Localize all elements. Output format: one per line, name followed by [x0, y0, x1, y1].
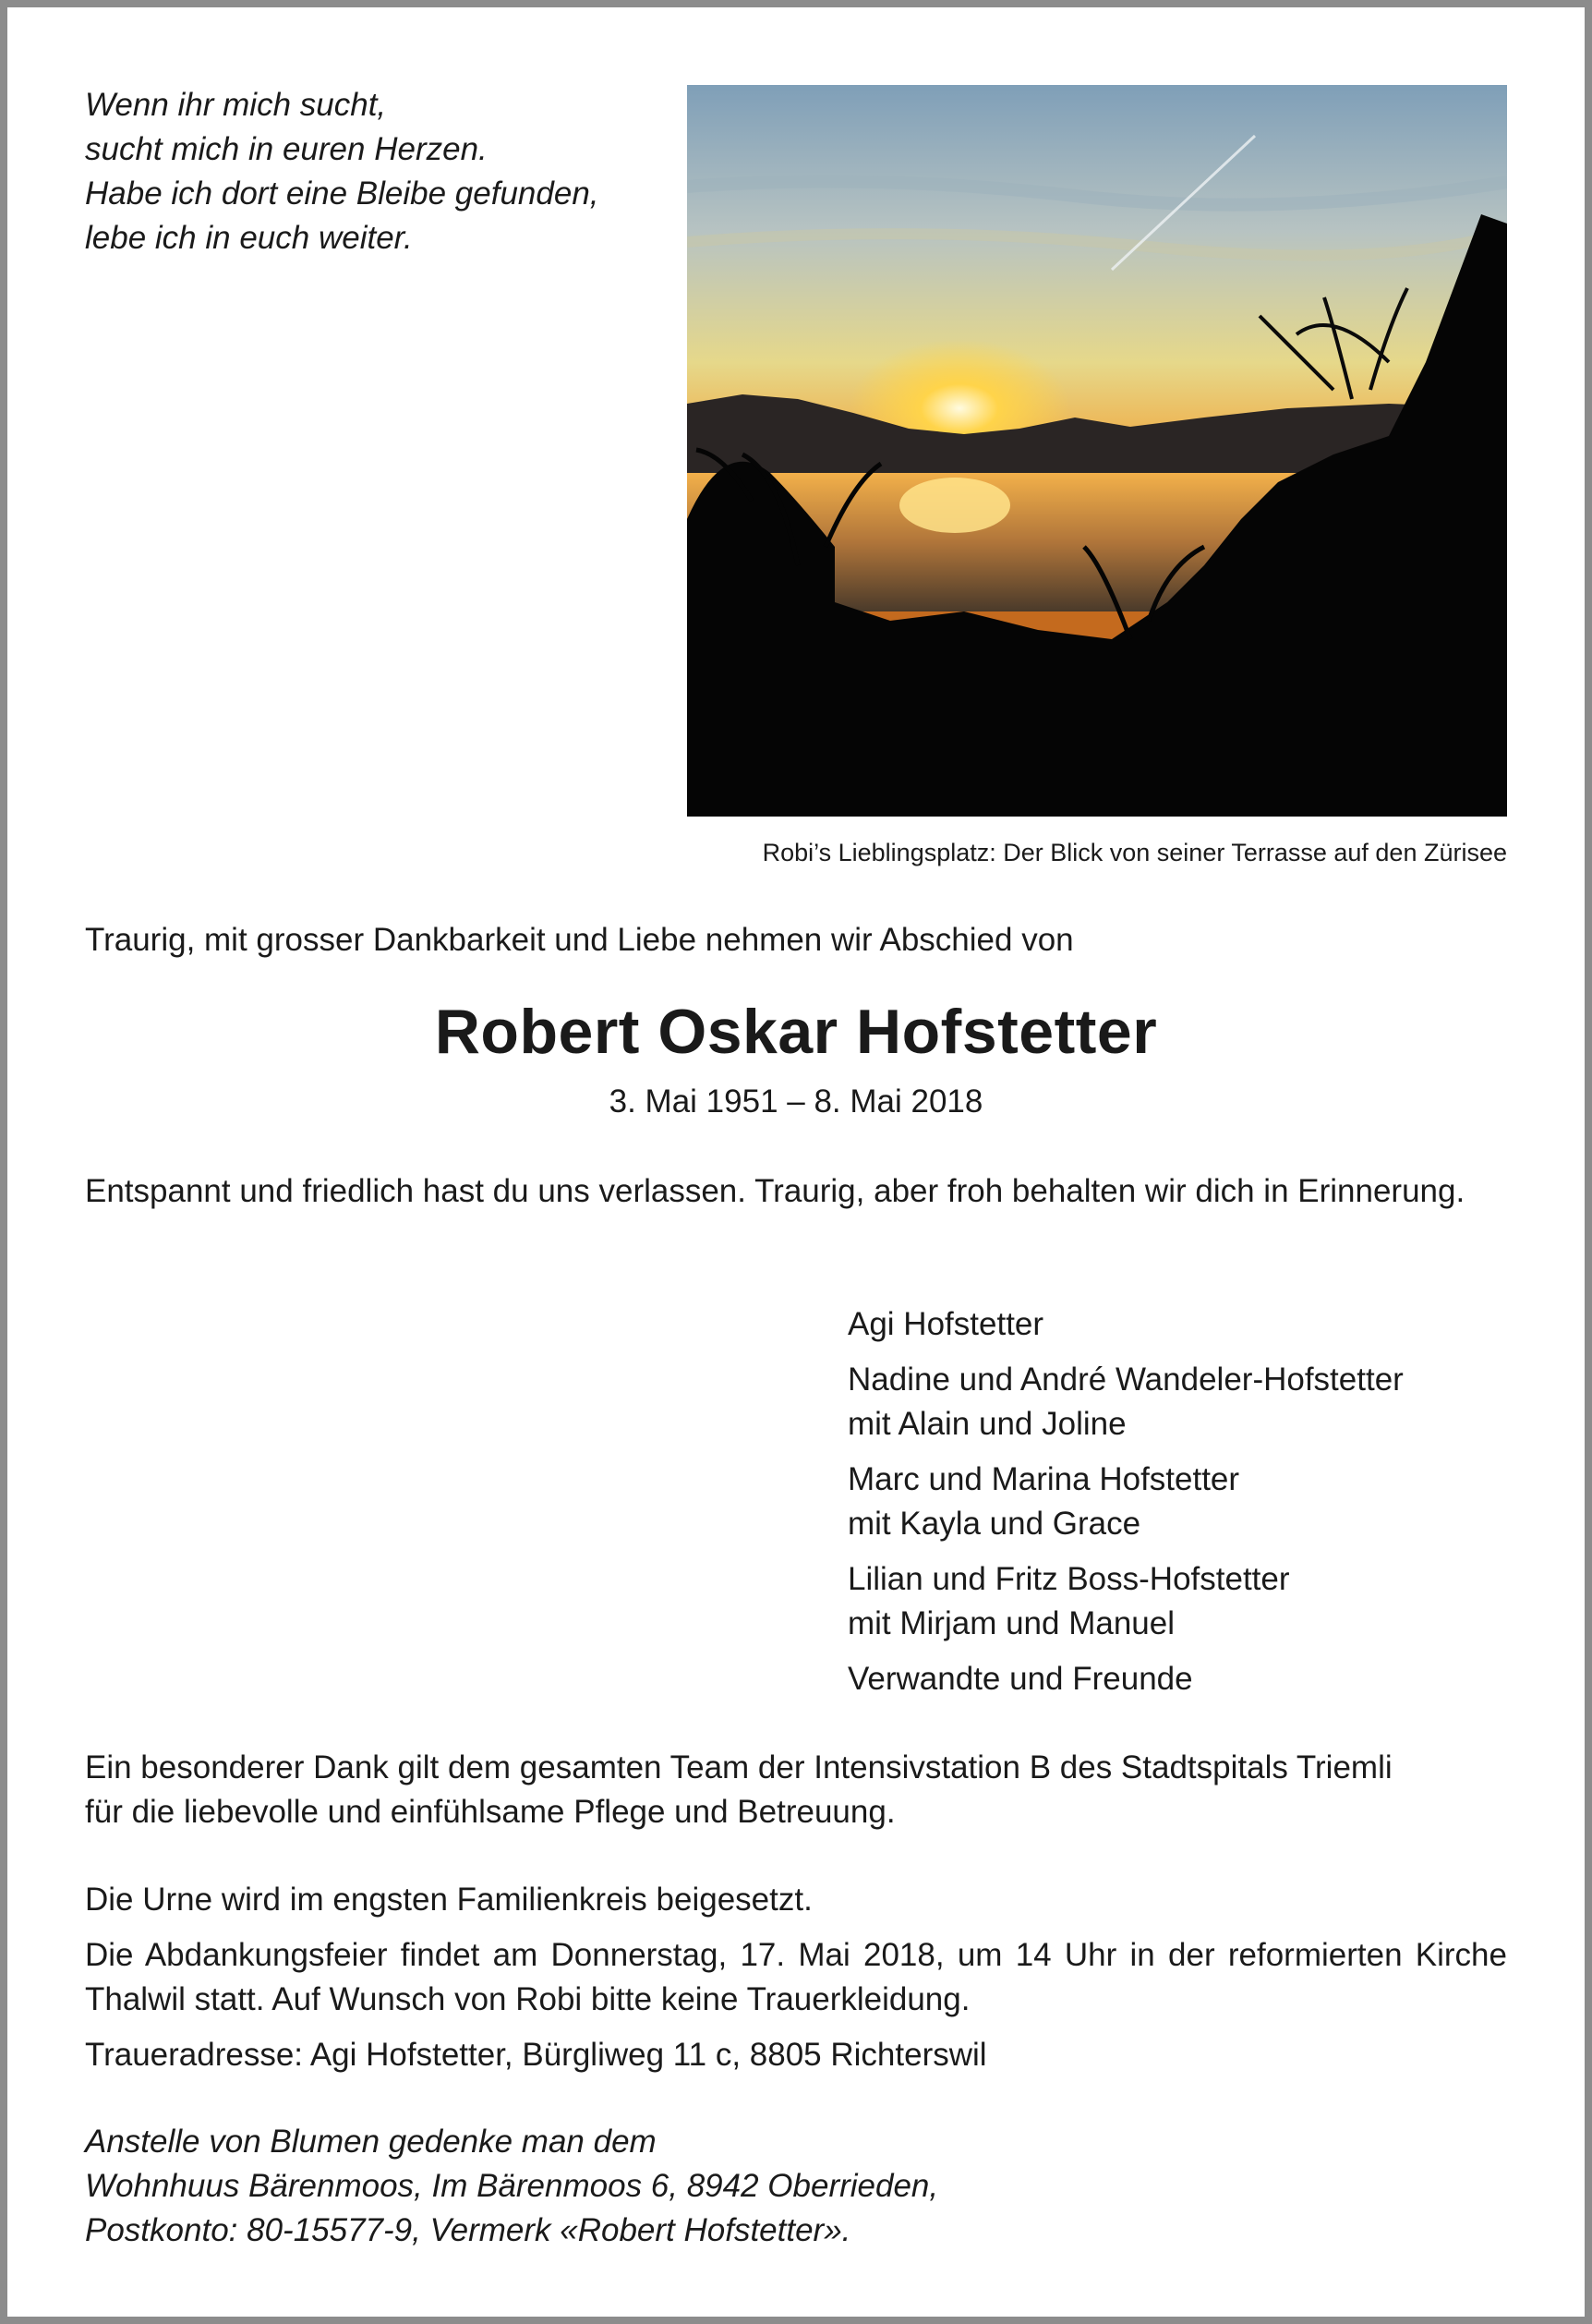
family-group: [848, 1302, 1404, 1347]
photo-caption: Robi’s Lieblingsplatz: Der Blick von seiner Terrasse auf den Zürisee: [762, 839, 1507, 866]
thanks-line: Ein besonderer Dank gilt dem gesamten Team der Intensivstation B des Stadtspitals Triemli: [85, 1749, 1393, 1785]
family-member: mit Kayla und Grace: [848, 1506, 1141, 1542]
sunset-illustration: [687, 85, 1507, 817]
ceremony-info: [85, 1878, 1507, 2088]
life-dates: 3. Mai 1951 – 8. Mai 2018: [609, 1083, 983, 1120]
poem-line: Wenn ihr mich sucht,: [85, 87, 387, 123]
family-member: Nadine und André Wandeler-Hofstetter: [848, 1362, 1404, 1398]
family-member: Lilian und Fritz Boss-Hofstetter: [848, 1561, 1290, 1597]
family-member: mit Alain und Joline: [848, 1406, 1127, 1442]
family-group: [848, 1358, 1404, 1446]
poem-line: Habe ich dort eine Bleibe gefunden,: [85, 176, 599, 212]
poem-line: sucht mich in euren Herzen.: [85, 131, 488, 167]
family-member: mit Mirjam und Manuel: [848, 1605, 1175, 1641]
family-member: Marc und Marina Hofstetter: [848, 1461, 1240, 1497]
intro-text: Traurig, mit grosser Dankbarkeit und Liebe nehmen wir Abschied von: [85, 922, 1074, 958]
family-list: [848, 1302, 1404, 1713]
family-group: [848, 1458, 1404, 1546]
family-group: [848, 1657, 1404, 1701]
donation-line: Wohnhuus Bärenmoos, Im Bärenmoos 6, 8942 Oberrieden,: [85, 2168, 939, 2204]
family-group: [848, 1557, 1404, 1646]
poem-line: lebe ich in euch weiter.: [85, 220, 413, 256]
thanks-paragraph: [85, 1746, 1507, 1834]
family-member: Verwandte und Freunde: [848, 1661, 1193, 1697]
family-member: Agi Hofstetter: [848, 1306, 1044, 1342]
donation-line: Anstelle von Blumen gedenke man dem: [85, 2124, 657, 2160]
obituary-page: [7, 7, 1585, 2317]
donation-line: Postkonto: 80-15577-9, Vermerk «Robert Hofstetter».: [85, 2212, 851, 2248]
donation-note: [85, 2120, 938, 2253]
sunset-lake-photo: [687, 85, 1507, 817]
farewell-message: Entspannt und friedlich hast du uns verlassen. Traurig, aber froh behalten wir dich in Erinnerung.: [85, 1173, 1465, 1209]
deceased-name: Robert Oskar Hofstetter: [434, 997, 1158, 1067]
ceremony-note: Die Abdankungsfeier findet am Donnerstag, 17. Mai 2018, um 14 Uhr in der reformierten Kirche Thalwil statt. Auf Wunsch von Robi bitte keine Trauerkleidung.: [85, 1937, 1507, 2017]
urn-note: Die Urne wird im engsten Familienkreis beigesetzt.: [85, 1882, 813, 1918]
thanks-line: für die liebevolle und einfühlsame Pflege und Betreuung.: [85, 1794, 896, 1830]
mourning-address: Traueradresse: Agi Hofstetter, Bürgliweg 11 c, 8805 Richterswil: [85, 2037, 987, 2073]
poem: [85, 83, 599, 260]
